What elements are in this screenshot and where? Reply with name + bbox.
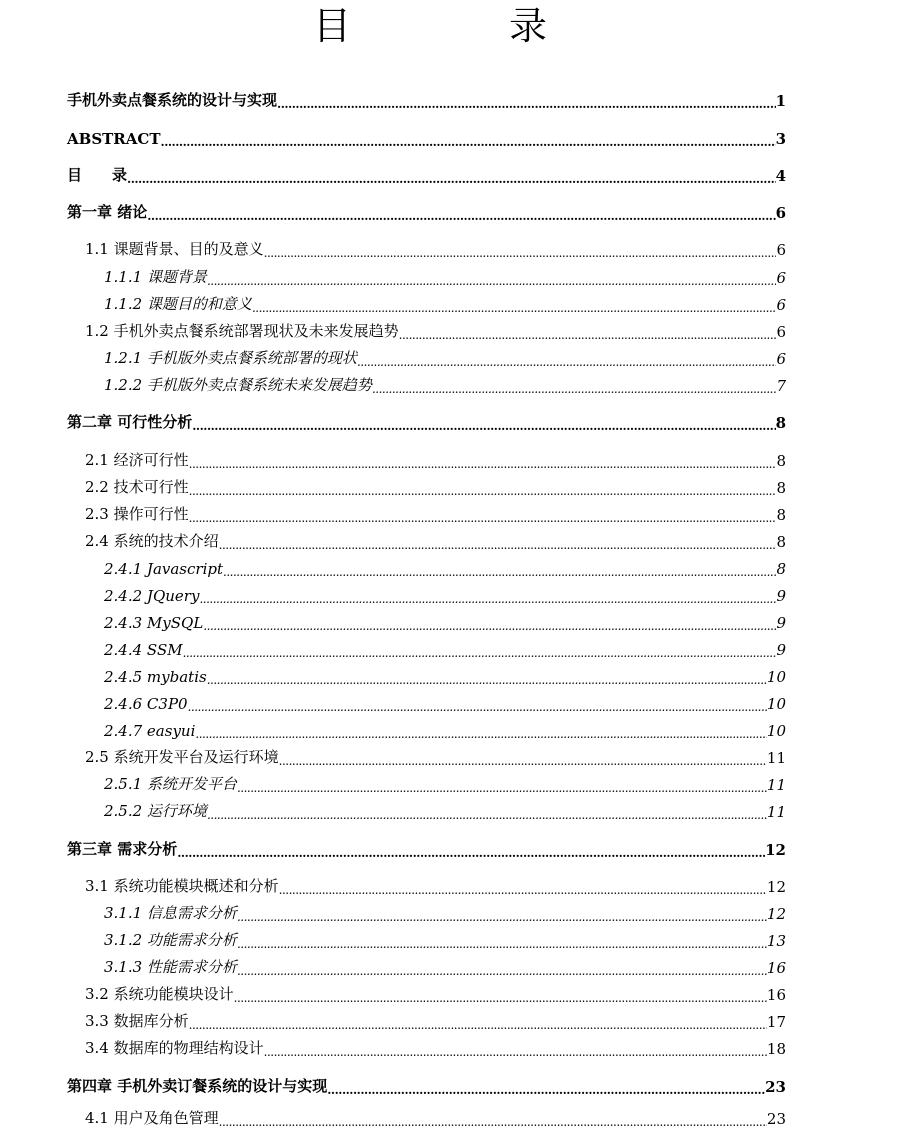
toc-entry-label: 3.3 数据库分析: [85, 1012, 189, 1030]
dot-leader: [237, 932, 767, 950]
toc-entry[interactable]: [85, 448, 786, 470]
toc-entry[interactable]: [104, 292, 786, 314]
toc-entry[interactable]: [104, 799, 786, 821]
dot-leader: [279, 749, 767, 767]
toc-entry[interactable]: [67, 163, 786, 185]
toc-entry[interactable]: [85, 502, 786, 524]
dot-leader: [207, 803, 767, 821]
dot-leader: [264, 241, 777, 259]
toc-entry-page-number: 11: [766, 749, 786, 767]
toc-entry-label: 2.5.1 系统开发平台: [104, 775, 237, 793]
toc-entry-page-number: 10: [766, 668, 786, 686]
dot-leader: [188, 695, 767, 713]
toc-entry-page-number: 6: [776, 296, 786, 314]
toc-entry-page-number: 8: [776, 452, 786, 470]
toc-entry[interactable]: [104, 583, 786, 605]
toc-entry-label: 3.4 数据库的物理结构设计: [85, 1039, 264, 1057]
dot-leader: [183, 641, 777, 659]
toc-entry[interactable]: [85, 982, 786, 1004]
toc-entry-page-number: 6: [775, 204, 786, 222]
toc-entry-label: 2.4.5 mybatis: [104, 668, 207, 686]
toc-entry-page-number: 6: [776, 269, 786, 287]
toc-entry-page-number: 8: [776, 479, 786, 497]
toc-entry[interactable]: [104, 346, 786, 368]
toc-entry[interactable]: [104, 772, 786, 794]
dot-leader: [127, 167, 776, 185]
toc-entry-page-number: 7: [776, 377, 786, 395]
dot-leader: [399, 323, 777, 341]
toc-entry[interactable]: [85, 475, 786, 497]
toc-entry-label: 1.1.1 课题背景: [104, 268, 207, 286]
toc-entry-label: 2.5 系统开发平台及运行环境: [85, 748, 279, 766]
toc-entry-label: 1.1.2 课题目的和意义: [104, 295, 252, 313]
toc-entry-label: 2.4.4 SSM: [104, 641, 183, 659]
toc-entry[interactable]: [85, 529, 786, 551]
dot-leader: [237, 905, 767, 923]
toc-entry-page-number: 6: [776, 350, 786, 368]
toc-entry[interactable]: [104, 901, 786, 923]
toc-entry-label: 2.4.1 Javascript: [104, 560, 224, 578]
toc-entry-page-number: 23: [765, 1078, 786, 1096]
toc-entry-label: 1.2.1 手机版外卖点餐系统部署的现状: [104, 349, 357, 367]
toc-entry[interactable]: [67, 126, 786, 148]
toc-entry-page-number: 9: [776, 587, 786, 605]
toc-entry-page-number: 12: [765, 841, 786, 859]
toc-entry-page-number: 23: [766, 1110, 786, 1128]
toc-entry-label: 2.5.2 运行环境: [104, 802, 207, 820]
toc-entry-label: 2.4 系统的技术介绍: [85, 532, 219, 550]
dot-leader: [237, 776, 767, 794]
dot-leader: [192, 414, 775, 432]
toc-entry-label: 4.1 用户及角色管理: [85, 1109, 219, 1127]
dot-leader: [177, 841, 765, 859]
toc-entry-page-number: 1: [775, 92, 786, 110]
toc-entry-page-number: 11: [766, 776, 786, 794]
toc-entry[interactable]: [67, 1074, 786, 1096]
toc-entry-label: 手机外卖点餐系统的设计与实现: [67, 91, 278, 109]
dot-leader: [189, 506, 777, 524]
toc-entry[interactable]: [67, 200, 786, 222]
toc-entry-label: 第一章 绪论: [67, 203, 148, 221]
toc-entry-label: 1.2.2 手机版外卖点餐系统未来发展趋势: [104, 376, 372, 394]
toc-entry-page-number: 3: [775, 130, 786, 148]
toc-entry-page-number: 4: [775, 167, 786, 185]
toc-entry-label: 3.2 系统功能模块设计: [85, 985, 234, 1003]
toc-entry-label: 第二章 可行性分析: [67, 413, 193, 431]
toc-entry[interactable]: [85, 1036, 786, 1058]
toc-entry-page-number: 9: [776, 641, 786, 659]
toc-entry-label: 目 录: [67, 166, 128, 184]
toc-entry-page-number: 18: [766, 1040, 786, 1058]
toc-entry-label: 3.1.2 功能需求分析: [104, 931, 237, 949]
toc-entry[interactable]: [85, 874, 786, 896]
dot-leader: [252, 296, 777, 314]
dot-leader: [199, 587, 776, 605]
dot-leader: [189, 452, 777, 470]
toc-entry-label: 3.1.1 信息需求分析: [104, 904, 237, 922]
toc-entry[interactable]: [104, 691, 786, 713]
toc-entry-label: 1.1 课题背景、目的及意义: [85, 240, 264, 258]
toc-entry-label: ABSTRACT: [67, 130, 161, 148]
toc-entry-page-number: 13: [766, 932, 786, 950]
dot-leader: [223, 560, 776, 578]
toc-entry-label: 3.1 系统功能模块概述和分析: [85, 877, 279, 895]
toc-entry-page-number: 12: [766, 878, 786, 896]
toc-entry-page-number: 8: [776, 560, 786, 578]
dot-leader: [219, 1110, 767, 1128]
toc-entry-label: 2.4.3 MySQL: [104, 614, 204, 632]
toc-entry[interactable]: [104, 265, 786, 287]
toc-entry-page-number: 10: [766, 695, 786, 713]
dot-leader: [207, 269, 777, 287]
toc-entry[interactable]: [104, 556, 786, 578]
dot-leader: [207, 668, 767, 686]
toc-entry[interactable]: [104, 610, 786, 632]
toc-entry[interactable]: [67, 410, 786, 432]
toc-entry-page-number: 8: [776, 533, 786, 551]
toc-entry-page-number: 11: [766, 803, 786, 821]
toc-entry[interactable]: [67, 88, 786, 110]
toc-entry[interactable]: [85, 1106, 786, 1128]
toc-entry[interactable]: [104, 373, 786, 395]
dot-leader: [219, 533, 777, 551]
toc-entry[interactable]: [85, 237, 786, 259]
toc-entry-page-number: 6: [776, 323, 786, 341]
dot-leader: [279, 878, 767, 896]
toc-entry-label: 第四章 手机外卖订餐系统的设计与实现: [67, 1077, 328, 1095]
toc-entry-page-number: 10: [766, 722, 786, 740]
dot-leader: [234, 986, 767, 1004]
toc-entry-page-number: 16: [766, 959, 786, 977]
toc-entry-page-number: 8: [775, 414, 786, 432]
toc-entry-label: 第三章 需求分析: [67, 840, 178, 858]
toc-entry-page-number: 12: [766, 905, 786, 923]
toc-entry-label: 2.1 经济可行性: [85, 451, 189, 469]
dot-leader: [203, 614, 776, 632]
toc-entry-page-number: 16: [766, 986, 786, 1004]
toc-entry[interactable]: [104, 664, 786, 686]
dot-leader: [357, 350, 777, 368]
toc-entry-label: 2.4.7 easyui: [104, 722, 196, 740]
dot-leader: [147, 204, 775, 222]
toc-entry-label: 2.2 技术可行性: [85, 478, 189, 496]
toc-entry[interactable]: [104, 718, 786, 740]
toc-entry[interactable]: [104, 955, 786, 977]
toc-entry-page-number: 9: [776, 614, 786, 632]
dot-leader: [189, 479, 777, 497]
dot-leader: [264, 1040, 767, 1058]
toc-entry-label: 3.1.3 性能需求分析: [104, 958, 237, 976]
dot-leader: [161, 130, 776, 148]
dot-leader: [237, 959, 767, 977]
toc-entry-page-number: 8: [776, 506, 786, 524]
toc-entry[interactable]: [85, 319, 786, 341]
toc-entry[interactable]: [85, 745, 786, 767]
dot-leader: [277, 92, 776, 110]
toc-entry[interactable]: [104, 928, 786, 950]
toc-entry[interactable]: [85, 1009, 786, 1031]
toc-entry-label: 2.4.6 C3P0: [104, 695, 188, 713]
toc-entry-page-number: 6: [776, 241, 786, 259]
toc-entry[interactable]: [104, 637, 786, 659]
dot-leader: [327, 1078, 765, 1096]
toc-entry-label: 1.2 手机外卖点餐系统部署现状及未来发展趋势: [85, 322, 399, 340]
page-title: 目 录: [312, 4, 607, 48]
dot-leader: [189, 1013, 767, 1031]
dot-leader: [372, 377, 777, 395]
toc-entry-label: 2.3 操作可行性: [85, 505, 189, 523]
toc-entry-page-number: 17: [766, 1013, 786, 1031]
toc-entry-label: 2.4.2 JQuery: [104, 587, 200, 605]
dot-leader: [195, 722, 767, 740]
toc-entry[interactable]: [67, 837, 786, 859]
